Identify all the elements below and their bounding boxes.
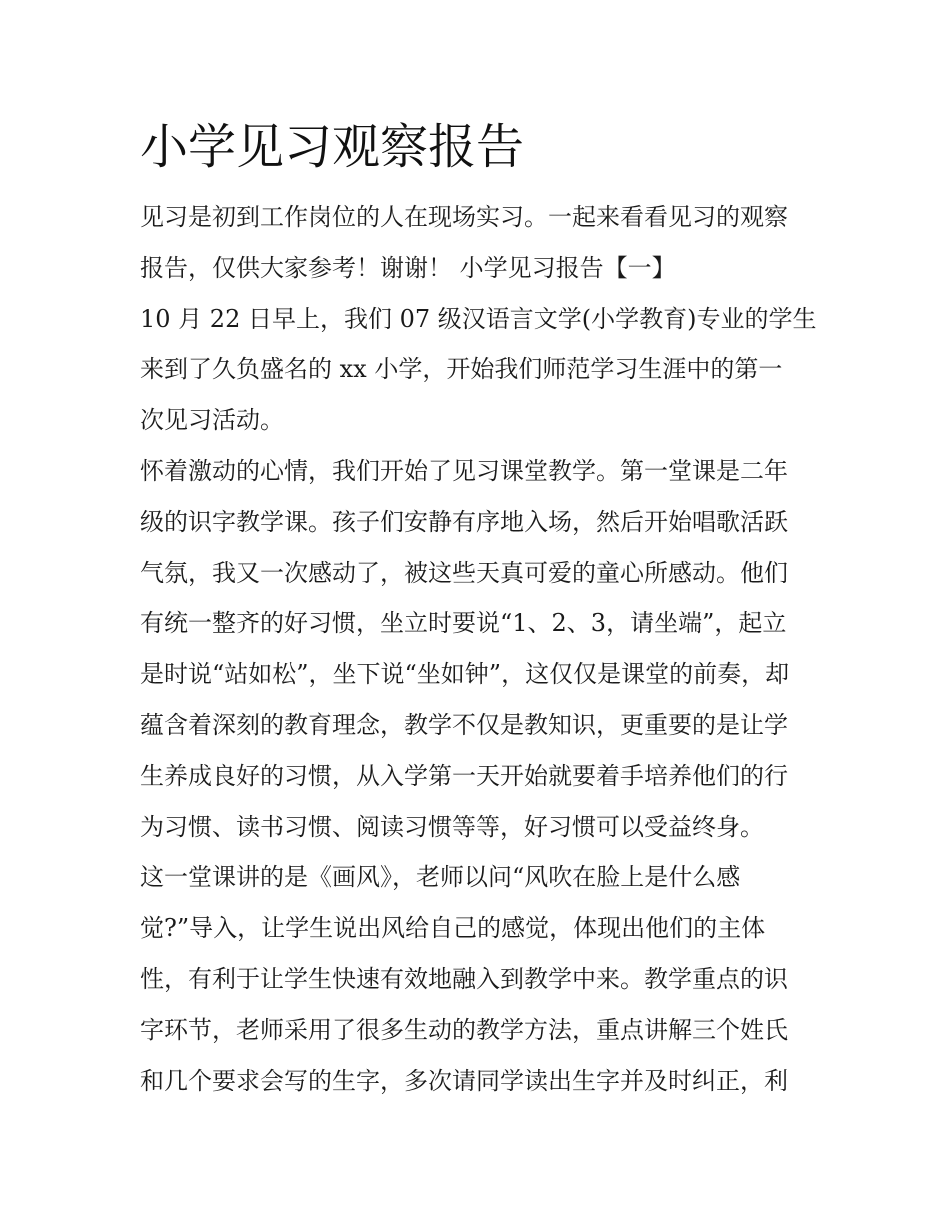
body-line: 觉?”导入，让学生说出风给自己的感觉，体现出他们的主体: [140, 914, 766, 943]
body-line: 10 月 22 日早上，我们 07 级汉语言文学(小学教育)专业的学生: [140, 304, 817, 333]
document-title: 小学见习观察报告: [140, 119, 525, 175]
body-line: 见习是初到工作岗位的人在现场实习。一起来看看见习的观察: [140, 203, 788, 231]
body-line: 有统一整齐的好习惯，坐立时要说“1、2、3，请坐端”，起立: [140, 609, 787, 638]
body-line: 级的识字教学课。孩子们安静有序地入场，然后开始唱歌活跃: [140, 507, 788, 536]
document-body: [140, 192, 820, 1106]
body-line: 报告，仅供大家参考！谢谢！ 小学见习报告【一】: [140, 253, 676, 282]
body-line: 这一堂课讲的是《画风》，老师以问“风吹在脸上是什么感: [140, 863, 741, 892]
body-line: 生养成良好的习惯，从入学第一天开始就要着手培养他们的行: [140, 761, 788, 790]
body-line: 和几个要求会写的生字，多次请同学读出生字并及时纠正，利: [140, 1066, 788, 1095]
body-line: 次见习活动。: [140, 406, 284, 435]
body-line: 字环节，老师采用了很多生动的教学方法，重点讲解三个姓氏: [140, 1015, 788, 1044]
body-line: 来到了久负盛名的 xx 小学，开始我们师范学习生涯中的第一: [140, 355, 783, 384]
body-line: 是时说“站如松”，坐下说“坐如钟”，这仅仅是课堂的前奏，却: [140, 660, 790, 689]
body-line: 性，有利于让学生快速有效地融入到教学中来。教学重点的识: [140, 964, 788, 993]
body-line: 蕴含着深刻的教育理念，教学不仅是教知识，更重要的是让学: [140, 710, 788, 739]
body-line: 为习惯、读书习惯、阅读习惯等等，好习惯可以受益终身。: [140, 812, 764, 841]
body-line: 气氛，我又一次感动了，被这些天真可爱的童心所感动。他们: [140, 558, 788, 587]
body-line: 怀着激动的心情，我们开始了见习课堂教学。第一堂课是二年: [140, 456, 788, 485]
